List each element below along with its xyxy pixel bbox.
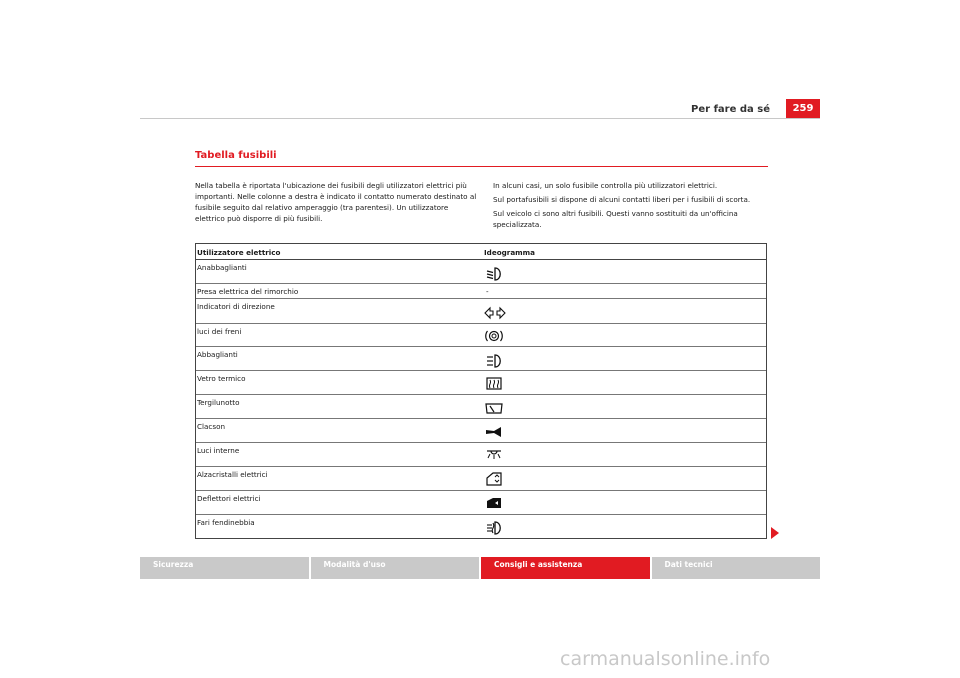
footer-tab-sicurezza[interactable]: Sicurezza bbox=[140, 557, 309, 579]
sunroof-icon bbox=[484, 495, 504, 511]
fog-light-icon bbox=[484, 520, 504, 536]
turn-signal-icon bbox=[484, 305, 506, 321]
footer-nav bbox=[140, 557, 820, 579]
low-beam-icon bbox=[484, 266, 504, 282]
rear-wiper-icon bbox=[484, 400, 504, 416]
fuse-table bbox=[195, 243, 767, 539]
row-label: Alzacristalli elettrici bbox=[197, 470, 268, 479]
table-row bbox=[196, 371, 766, 395]
brake-light-icon bbox=[484, 328, 504, 344]
table-header bbox=[196, 244, 766, 260]
power-window-icon bbox=[484, 471, 504, 487]
page-header-title: Per fare da sé bbox=[691, 104, 770, 115]
table-row bbox=[196, 284, 766, 299]
interior-light-icon bbox=[484, 447, 504, 463]
row-label: Tergilunotto bbox=[197, 398, 240, 407]
table-row bbox=[196, 515, 766, 539]
row-label: Indicatori di direzione bbox=[197, 302, 275, 311]
row-label: Fari fendinebbia bbox=[197, 518, 255, 527]
table-row bbox=[196, 419, 766, 443]
row-label: Clacson bbox=[197, 422, 226, 431]
row-label: Presa elettrica del rimorchio bbox=[197, 287, 299, 296]
row-label: Anabbaglianti bbox=[197, 263, 247, 272]
rear-defrost-icon bbox=[484, 376, 504, 392]
header-rule bbox=[140, 118, 820, 119]
table-row bbox=[196, 347, 766, 371]
footer-tab-modalita-uso[interactable]: Modalità d'uso bbox=[311, 557, 480, 579]
row-value: - bbox=[486, 287, 489, 296]
next-page-arrow-icon[interactable] bbox=[771, 527, 779, 539]
notes-column bbox=[493, 180, 773, 233]
table-row bbox=[196, 395, 766, 419]
row-label: Deflettori elettrici bbox=[197, 494, 261, 503]
row-label: luci dei freni bbox=[197, 327, 242, 336]
watermark: carmanualsonline.info bbox=[560, 648, 771, 670]
row-label: Vetro termico bbox=[197, 374, 246, 383]
note-paragraph: In alcuni casi, un solo fusibile controlla più utilizzatori elettrici. bbox=[493, 181, 718, 190]
high-beam-icon bbox=[484, 353, 504, 369]
footer-tab-dati-tecnici[interactable]: Dati tecnici bbox=[652, 557, 821, 579]
intro-paragraph: Nella tabella è riportata l'ubicazione dei fusibili degli utilizzatori elettrici più importanti. Nelle colonne a destra è indicato il contatto numerato destinato al fusibile seguito dal relativo amperaggio (tra parentesi). Un utilizzatore elettrico può disporre di più fusibili. bbox=[195, 181, 477, 223]
table-row bbox=[196, 491, 766, 515]
horn-icon bbox=[484, 424, 504, 440]
table-row bbox=[196, 324, 766, 347]
note-paragraph: Sul veicolo ci sono altri fusibili. Questi vanno sostituiti da un'officina specializzata. bbox=[493, 209, 738, 229]
section-rule bbox=[195, 166, 768, 167]
row-label: Luci interne bbox=[197, 446, 240, 455]
table-row bbox=[196, 443, 766, 467]
table-row bbox=[196, 260, 766, 284]
column-header-symbol: Ideogramma bbox=[484, 248, 536, 257]
section-title: Tabella fusibili bbox=[195, 150, 277, 161]
note-paragraph: Sul portafusibili si dispone di alcuni contatti liberi per i fusibili di scorta. bbox=[493, 195, 751, 204]
footer-tab-consigli-assistenza[interactable]: Consigli e assistenza bbox=[481, 557, 650, 579]
table-row bbox=[196, 299, 766, 324]
column-header-consumer: Utilizzatore elettrico bbox=[197, 248, 281, 257]
row-label: Abbaglianti bbox=[197, 350, 238, 359]
table-row bbox=[196, 467, 766, 491]
page-number-badge: 259 bbox=[786, 99, 820, 119]
